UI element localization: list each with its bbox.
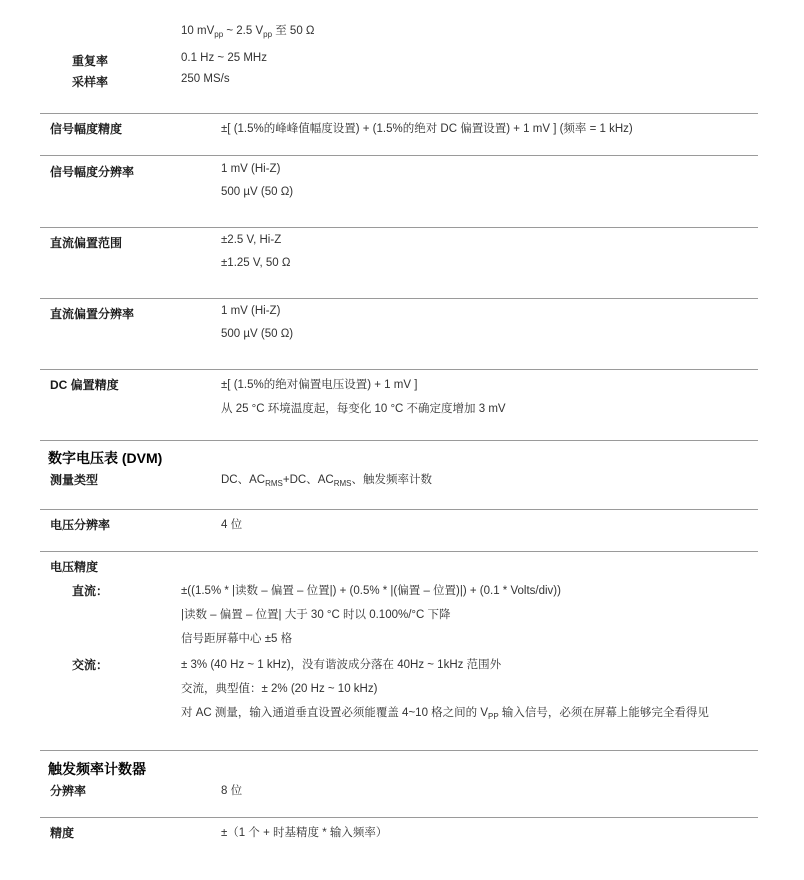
dc-accuracy-label: 直流： [72,584,109,598]
divider [40,551,758,552]
measure-type-label: 测量类型 [50,473,99,487]
amp-accuracy-label: 信号幅度精度 [50,122,123,136]
dc-offset-accuracy-value-2: 从 25 °C 环境温度起，每变化 10 °C 不确定度增加 3 mV [221,403,506,415]
sample-rate-label: 采样率 [72,75,109,89]
repeat-rate-value: 0.1 Hz ~ 25 MHz [181,52,267,64]
dc-accuracy-value-1: ±((1.5% * |读数 – 偏置 – 位置|) + (0.5% * |(偏置 – 位置)|) + (0.1 * Volts/div)) [181,585,561,597]
counter-accuracy-value: ±（1 个 + 时基精度 * 输入频率） [221,827,388,839]
divider [40,750,758,751]
divider [40,113,758,114]
voltage-accuracy-label: 电压精度 [50,560,99,574]
counter-resolution-label: 分辨率 [50,784,87,798]
dc-offset-range-value-2: ±1.25 V, 50 Ω [221,257,291,269]
measure-type-value: DC、$AC_{RMS}+DC$、$AC_{RMS}$、触发频率计数 [221,474,432,488]
amp-resolution-value-2: 500 µV (50 Ω) [221,186,294,198]
divider [40,509,758,510]
ac-accuracy-value-2: 交流，典型值：± 2% (20 Hz ~ 10 kHz) [181,683,378,695]
dc-accuracy-value-2: |读数 – 偏置 – 位置| 大于 30 °C 时以 0.100%/°C 下降 [181,609,451,621]
ac-accuracy-value-3: 对 AC 测量，输入通道垂直设置必须能覆盖 4~10 格之间的 $V_{PP}$ 输入信号，必须在屏幕上能够完全看得见 [181,707,709,721]
amp-accuracy-value: ±[ (1.5%的峰峰值幅度设置) + (1.5%的绝对 DC 偏置设置) + 1 mV ] (频率 = 1 kHz) [221,123,633,135]
dc-offset-resolution-label: 直流偏置分辨率 [50,307,135,321]
sample-rate-value: 250 MS/s [181,73,230,85]
counter-resolution-value: 8 位 [221,785,243,797]
dvm-section-title: 数字电压表 (DVM) [48,450,163,466]
divider [40,817,758,818]
ac-accuracy-label: 交流： [72,658,109,672]
counter-accuracy-label: 精度 [50,826,75,840]
divider [40,369,758,370]
dc-offset-accuracy-label: DC 偏置精度 [50,378,119,392]
dc-offset-accuracy-value-1: ±[ (1.5%的绝对偏置电压设置) + 1 mV ] [221,379,418,391]
dc-offset-resolution-value-2: 500 µV (50 Ω) [221,328,294,340]
amp-resolution-value-1: 1 mV (Hi-Z) [221,163,281,175]
voltage-resolution-value: 4 位 [221,519,243,531]
divider [40,227,758,228]
range-value: 10 $mV_{pp}$ ~ 2.5 $V_{pp}$ 至 50 Ω [181,25,315,39]
counter-section-title: 触发频率计数器 [48,761,146,777]
dc-offset-range-value-1: ±2.5 V, Hi-Z [221,234,282,246]
voltage-resolution-label: 电压分辨率 [50,518,111,532]
dc-offset-resolution-value-1: 1 mV (Hi-Z) [221,305,281,317]
dc-offset-range-label: 直流偏置范围 [50,236,123,250]
divider [40,155,758,156]
amp-resolution-label: 信号幅度分辨率 [50,165,135,179]
repeat-rate-label: 重复率 [72,54,109,68]
dc-accuracy-value-3: 信号距屏幕中心 ±5 格 [181,633,293,645]
divider [40,440,758,441]
divider [40,298,758,299]
ac-accuracy-value-1: ± 3% (40 Hz ~ 1 kHz)，没有谐波成分落在 40Hz ~ 1kHz 范围外 [181,659,502,671]
